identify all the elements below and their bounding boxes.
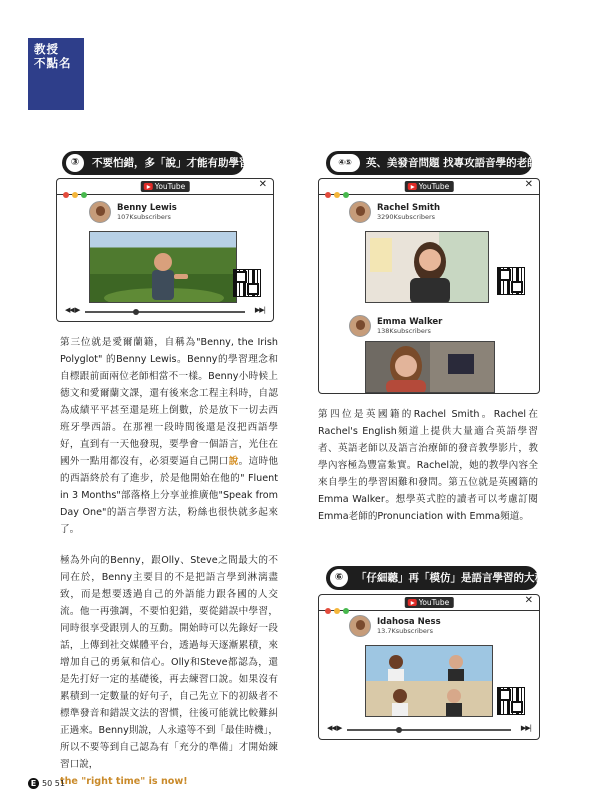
- progress-track[interactable]: [347, 729, 511, 731]
- youtube-logo: YouTube: [405, 181, 454, 192]
- section-title: 英、美發音問題 找專攻語音學的老師: [366, 157, 538, 169]
- window-controls: [63, 183, 90, 202]
- channel-name: Emma Walker: [377, 316, 443, 327]
- section-heading-3: [62, 151, 250, 175]
- window-controls: [325, 599, 352, 618]
- window-titlebar: [319, 595, 539, 611]
- video-person-figure: [366, 232, 489, 303]
- channel-info[interactable]: [89, 201, 177, 223]
- accent-quote: the "right time" is now!: [60, 776, 188, 787]
- close-icon[interactable]: ✕: [524, 595, 533, 606]
- channel-info-rachel[interactable]: [349, 201, 440, 223]
- youtube-window-idahosa: [318, 594, 540, 740]
- video-thumbnail[interactable]: [365, 645, 493, 717]
- magazine-logo-icon: E: [28, 778, 39, 789]
- avatar: [349, 615, 371, 637]
- article-paragraph-3: 第四位是英國籍的Rachel Smith。Rachel在Rachel's English頻道上提供大量適合英語學習者、英語老師以及語言治療師的發音教學影片，教學內容極為豐富紮實。Rachel說，她的教學內容全來自學生的學習困難和發問。第五位就是英國籍的Emma Walker。想學英式腔的讀者可以考慮訂閱Emma老師的Pronunciation with Emma頻道。: [318, 409, 538, 522]
- video-person-figure: [90, 232, 237, 303]
- window-titlebar: [319, 179, 539, 195]
- section-title: 「仔細聽」再「模仿」是語言學習的大秘訣: [356, 572, 556, 584]
- video-thumbnail-emma[interactable]: [365, 341, 495, 393]
- article-paragraph-2: 極為外向的Benny，跟Olly、Steve之間最大的不同在於，Benny主要目的不是把語言學到淋漓盡致，而是想要透過自己的外語能力跟各國的人交流。他一再強調，不要怕犯錯，要從錯誤中學習，同時很享受跟別人的互動。開始時可以先錄好一段話，上傳到社交媒體平台，透過每天逐漸累積，來增加自己的勇氣和信心。Olly和Steve都認為，還是先打好一定的基礎後，再去練習口說。如果沒有累積到一定數量的好句子，自己先立下的初級者不標準發音和錯誤文法的習慣，往後可能就比較難糾正過來。Benny則說，人永遠等不到「最佳時機」，所以不要等到自己認為有「充分的準備」才開始練習口說， the "right time" is now!: [60, 555, 278, 787]
- section-number: ③: [66, 154, 84, 172]
- player-controls[interactable]: [57, 305, 273, 319]
- channel-name: Benny Lewis: [117, 202, 177, 213]
- column-tag-line2: 不點名: [34, 56, 72, 70]
- window-controls: [325, 183, 352, 202]
- article-paragraph-1: 第三位就是愛爾蘭籍，自稱為"Benny, the Irish Polyglot" 的Benny Lewis。Benny的學習理念和自標跟前面兩位老師相當不一樣。Benny小時候上德文和愛爾蘭文課，還有後來念工程主科時，自認為成績平平甚至還是班上倒數，於是放下一切去西班牙學西語。在那裡一段時間後還是沒把西語學好，直到有一天他發現，要學會一個語言，光住在國外一點用都沒有，必須要逼自己開口說。這時他的西語終於有了進步，於是他開始在他的" Fluent in 3 Months"部落格上分享並推廣他"Speak from Day One"的語言學習方法，粉絲也很快就多起來了。: [60, 337, 279, 535]
- close-icon[interactable]: ✕: [258, 179, 267, 190]
- qr-code: [233, 269, 261, 297]
- qr-code: [497, 687, 525, 715]
- channel-name: Rachel Smith: [377, 202, 441, 213]
- qr-code: [497, 267, 525, 295]
- youtube-play-icon: [408, 599, 417, 606]
- youtube-play-icon: [408, 183, 417, 190]
- channel-info-emma[interactable]: [349, 315, 442, 337]
- page-footer: [28, 778, 65, 789]
- skip-forward-icon[interactable]: ▶▶|: [254, 306, 265, 314]
- page-numbers: 50 51: [42, 779, 65, 788]
- section-heading-4-5: [326, 151, 538, 175]
- youtube-logo: YouTube: [405, 597, 454, 608]
- window-titlebar: [57, 179, 273, 195]
- column-tag: [28, 38, 84, 110]
- video-person-figure: [366, 342, 495, 393]
- highlight-word: 說: [228, 456, 239, 467]
- video-thumbnail-rachel[interactable]: [365, 231, 489, 303]
- video-people-figures: [366, 646, 493, 717]
- rewind-play-icon[interactable]: ◀◀ ▶: [65, 306, 80, 314]
- column-tag-line1: 教授: [34, 42, 59, 56]
- video-thumbnail[interactable]: [89, 231, 237, 303]
- player-controls[interactable]: [319, 723, 539, 737]
- section-number: ④⑤: [330, 154, 360, 172]
- rewind-play-icon[interactable]: ◀◀ ▶: [327, 724, 342, 732]
- youtube-window-rachel-emma: [318, 178, 540, 394]
- skip-forward-icon[interactable]: ▶▶|: [520, 724, 531, 732]
- avatar: [349, 315, 371, 337]
- youtube-play-icon: [144, 183, 153, 190]
- progress-track[interactable]: [85, 311, 245, 313]
- youtube-window-benny: [56, 178, 274, 322]
- subscriber-count: 138Ksubscribers: [377, 326, 431, 335]
- close-icon[interactable]: ✕: [524, 179, 533, 190]
- section-heading-6: [326, 566, 556, 590]
- channel-name: Idahosa Ness: [377, 616, 441, 627]
- subscriber-count: 107Ksubscribers: [117, 212, 171, 221]
- section-number: ⑥: [330, 569, 348, 587]
- youtube-logo: YouTube: [141, 181, 190, 192]
- avatar: [349, 201, 371, 223]
- subscriber-count: 13.7Ksubscribers: [377, 626, 433, 635]
- subscriber-count: 3290Ksubscribers: [377, 212, 436, 221]
- avatar: [89, 201, 111, 223]
- section-title: 不要怕錯，多「說」才能有助學習: [92, 157, 250, 169]
- channel-info[interactable]: [349, 615, 441, 637]
